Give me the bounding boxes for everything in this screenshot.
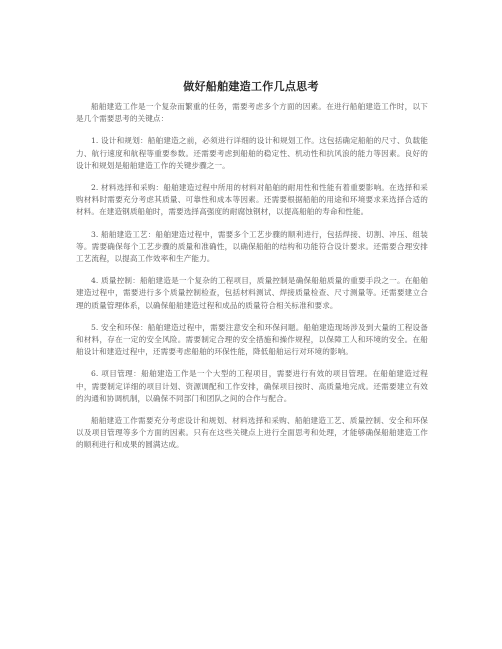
point-project-management: 6. 项目管理：船舶建造工作是一个大型的工程项目，需要进行有效的项目管理。在船舶建造过程中，需要制定详细的项目计划、资源调配和工作安排，确保项目按时、高质量地完成。还需要建立有效的沟通和协调机制，以确保不同部门和团队之间的合作与配合。 [76,369,428,403]
point-materials: 2. 材料选择和采购：船舶建造过程中所用的材料对船舶的耐用性和性能有着重要影响。在选择和采购材料时需要充分考虑其质量、可靠性和成本等因素。还需要根据船舶的用途和环境要求来选择合适的材料。在建造钢质船舶时，需要选择高强度的耐腐蚀钢材，以提高船舶的寿命和性能。 [76,183,428,217]
conclusion-paragraph: 船舶建造工作需要充分考虑设计和规划、材料选择和采购、船舶建造工艺、质量控制、安全和环保以及项目管理等多个方面的因素。只有在这些关键点上进行全面思考和处理，才能够确保船舶建造工作的顺利进行和成果的圆满达成。 [76,416,428,450]
intro-paragraph: 船舶建造工作是一个复杂而繁重的任务，需要考虑多个方面的因素。在进行船舶建造工作时，以下是几个需要思考的关键点： [76,102,428,124]
point-quality: 4. 质量控制：船舶建造是一个复杂的工程项目，质量控制是确保船舶质量的重要手段之一。在船舶建造过程中，需要进行多个质量控制检查，包括材料测试、焊接质量检查、尺寸测量等。还需要建立合理的质量管理体系，以确保船舶建造过程和成品的质量符合相关标准和要求。 [76,276,428,310]
document-body [76,101,428,462]
document-title: 做好船舶建造工作几点思考 [183,80,319,93]
point-design-planning: 1. 设计和规划：船舶建造之前，必须进行详细的设计和规划工作。这包括确定船舶的尺寸、负载能力、航行速度和航程等重要参数。还需要考虑到船舶的稳定性、机动性和抗风浪的能力等因素。良好的设计和规划是船舶建造工作的关键步骤之一。 [76,136,428,170]
point-safety: 5. 安全和环保：船舶建造过程中，需要注意安全和环保问题。船舶建造现场涉及到大量的工程设备和材料，存在一定的安全风险。需要制定合理的安全措施和操作规程，以保障工人和环境的安全。在船舶设计和建造过程中，还需要考虑船舶的环保性能，降低船舶运行对环境的影响。 [76,322,428,357]
point-process: 3. 船舶建造工艺：船舶建造过程中，需要多个工艺步骤的顺利进行，包括焊接、切割、冲压、组装等。需要确保每个工艺步骤的质量和准确性，以确保船舶的结构和功能符合设计要求。还需要合理安排工艺流程，以提高工作效率和生产能力。 [76,229,428,264]
